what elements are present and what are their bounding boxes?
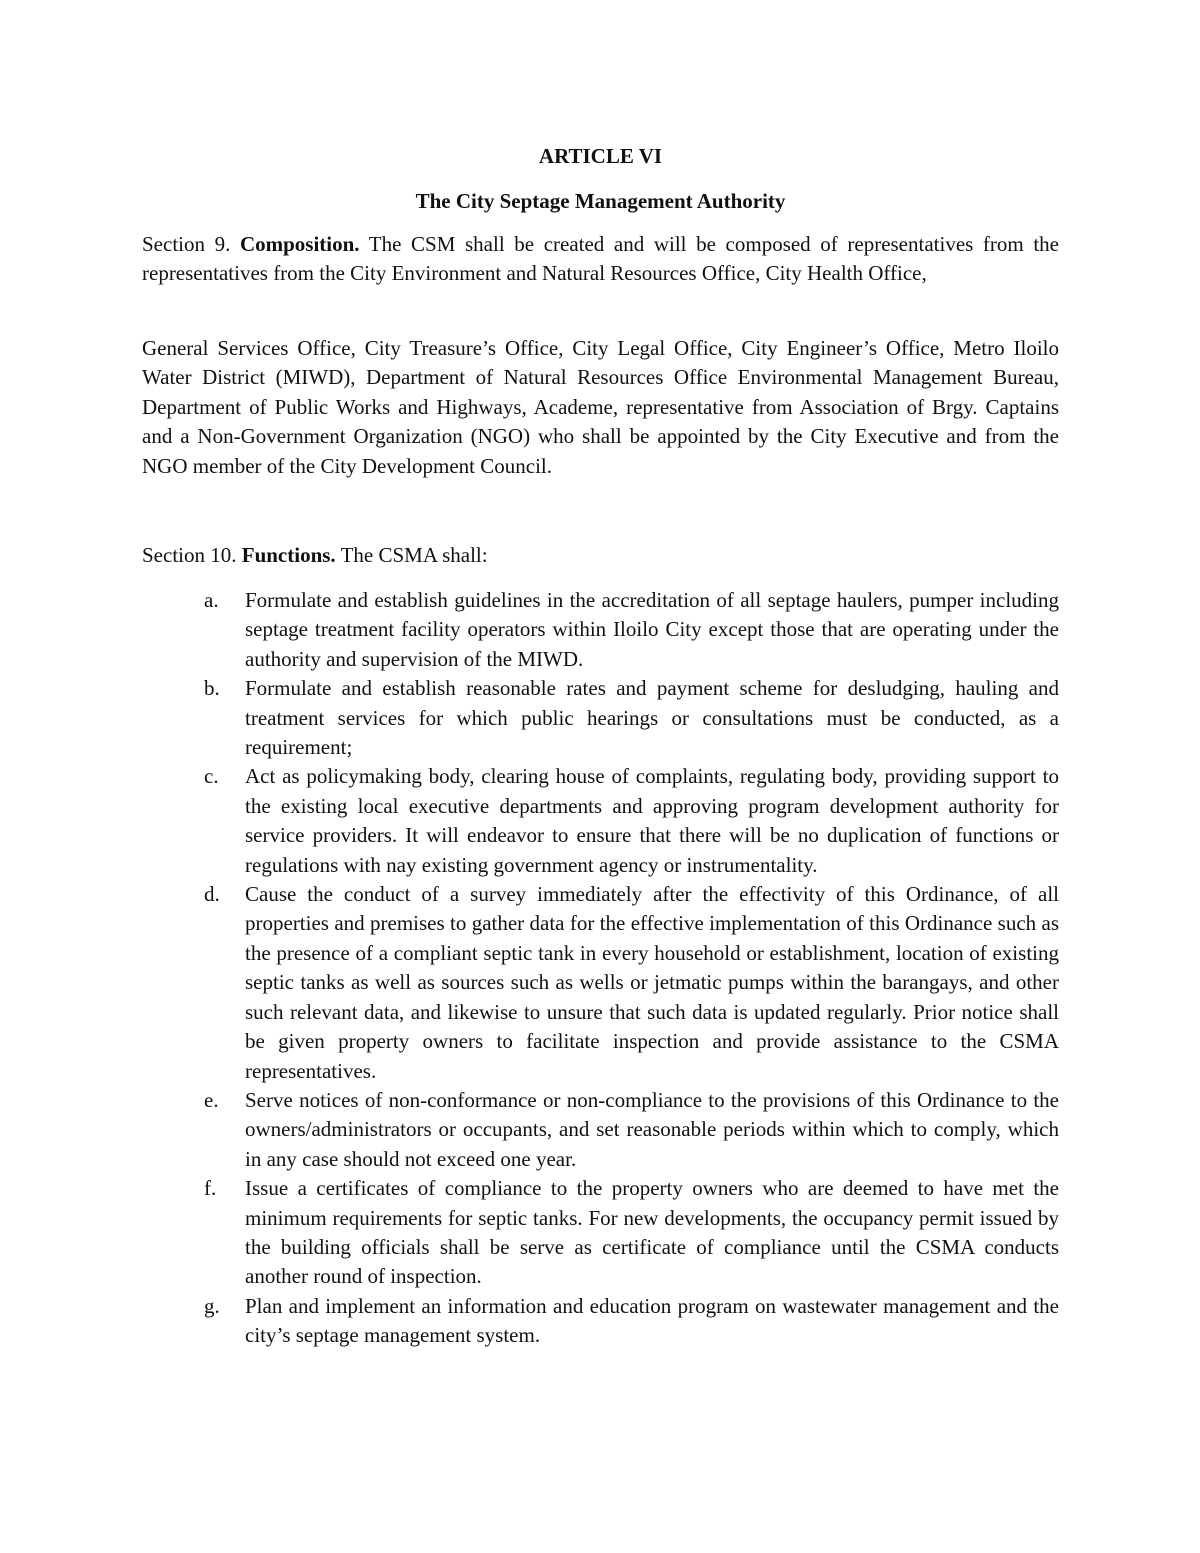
list-marker: d. xyxy=(204,882,220,907)
list-marker: b. xyxy=(204,676,220,701)
list-item xyxy=(204,586,1059,674)
section-9-paragraph xyxy=(142,230,1059,289)
list-item xyxy=(204,880,1059,1086)
section-9-heading: Composition. xyxy=(239,232,360,256)
list-marker: e. xyxy=(204,1087,219,1112)
section-10-heading: Functions. xyxy=(241,543,336,567)
list-item-text: Formulate and establish guidelines in the accreditation of all septage haulers, pumper including septage treatment facility operators within Iloilo City except those that are operating under the authority and supervision of the MIWD. xyxy=(245,588,1059,671)
section-10-paragraph xyxy=(142,541,1059,570)
article-heading: ARTICLE VI xyxy=(538,144,663,168)
list-marker: g. xyxy=(204,1293,220,1318)
list-marker: a. xyxy=(204,588,219,612)
list-item-text: Issue a certificates of compliance to the property owners who are deemed to have met the minimum requirements for septic tanks. For new developments, the occupancy permit issued by the building officials shall be serve as certificate of compliance until the CSMA conducts another round of inspection. xyxy=(245,1176,1059,1289)
list-item xyxy=(204,674,1059,762)
article-title: The City Septage Management Authority xyxy=(415,189,786,213)
section-10-intro: The CSMA shall: xyxy=(340,543,488,567)
list-item xyxy=(204,1174,1059,1292)
functions-list xyxy=(204,586,1059,1351)
list-item-text: Cause the conduct of a survey immediately after the effectivity of this Ordinance, of all properties and premises to gather data for the effective implementation of this Ordinance such as the presence of a compliant septic tank in every household or establishment, location of existing septic tanks as well as sources such as wells or jetmatic pumps within the barangays, and other such relevant data, and likewise to unsure that such data is updated regularly. Prior notice shall be given property owners to facilitate inspection and provide assistance to the CSMA representatives. xyxy=(245,882,1059,1083)
section-9-label: Section 9. xyxy=(142,232,231,256)
list-item xyxy=(204,1086,1059,1174)
list-item-text: Serve notices of non-conformance or non-compliance to the provisions of this Ordinance to the owners/administrators or occupants, and set reasonable periods within which to comply, which in any case should not exceed one year. xyxy=(245,1087,1059,1171)
section-9-continuation: General Services Office, City Treasure’s Office, City Legal Office, City Engineer’s Office, Metro Iloilo Water District (MIWD), Department of Natural Resources Office Environmental Management Bureau, Department of Public Works and Highways, Academe, representative from Association of Brgy. Captains and a Non-Government Organization (NGO) who shall be appointed by the City Executive and from the NGO member of the City Development Council. xyxy=(142,336,1059,478)
section-9-text: The CSM shall be created and will be composed of representatives from the representatives from the City Environment and Natural Resources Office, City Health Office, xyxy=(142,232,1060,286)
list-item-text: Act as policymaking body, clearing house of complaints, regulating body, providing support to the existing local executive departments and approving program development authority for service providers. It will endeavor to ensure that there will be no duplication of functions or regulations with nay existing government agency or instrumentality. xyxy=(245,764,1059,877)
list-item-text: Plan and implement an information and education program on wastewater management and the city’s septage management system. xyxy=(245,1293,1059,1348)
list-marker: c. xyxy=(204,764,219,789)
list-marker: f. xyxy=(204,1176,217,1201)
list-item xyxy=(204,1292,1059,1351)
list-item-text: Formulate and establish reasonable rates and payment scheme for desludging, hauling and treatment services for which public hearings or consultations must be conducted, as a requirement; xyxy=(245,676,1059,760)
section-10-label: Section 10. xyxy=(142,543,237,567)
list-item xyxy=(204,762,1059,880)
